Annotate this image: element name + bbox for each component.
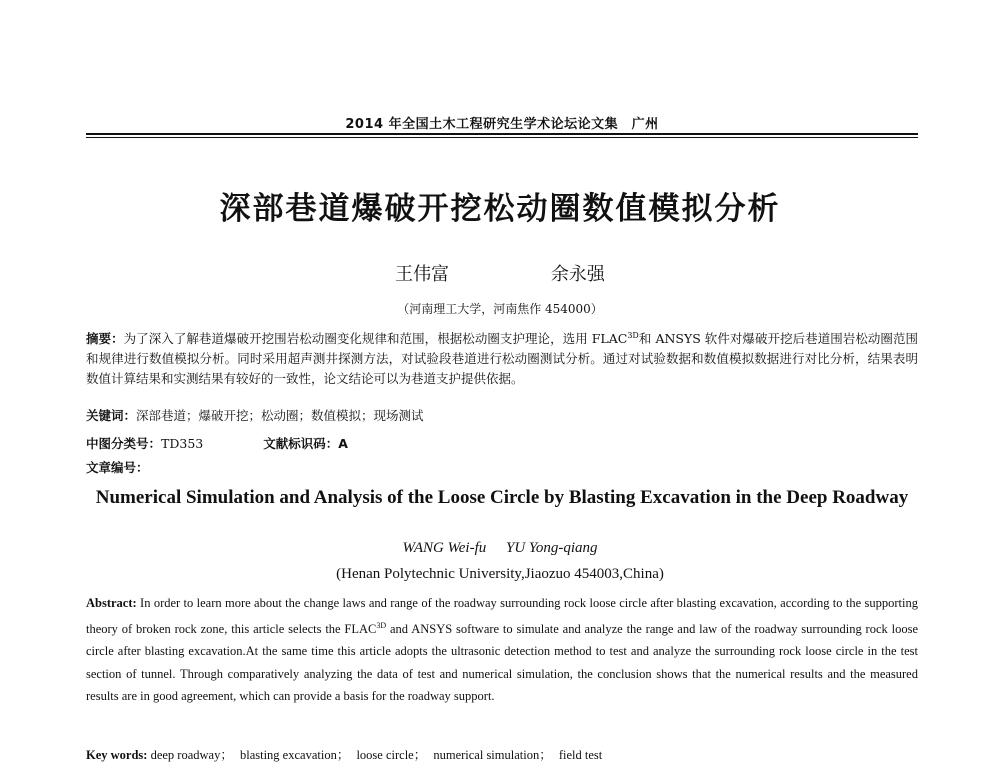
english-keyword: blasting excavation； [239,748,350,762]
english-abstract-sup: 3D [376,620,387,630]
english-keywords [86,745,918,763]
chinese-abstract-text-2: 和 ANSYS 软件对爆破开挖后巷道围岩松动圈范围和规律进行数值模拟分析。同时采用超声测井探测方法，对试验段巷道进行松动圈测试分析。通过对试验数据和数值模拟数据进行对比分析，结果表明数值计算结果和实测结果有较好的一致性，论文结论可以为巷道支护提供依据。 [86,331,918,387]
doc-code-label: 文献标识码： [263,436,339,451]
english-abstract-text-1: In order to learn more about the change laws and range of the roadway surrounding rock loose circle after blasting excavation, according to the supporting theory of broken rock zone, this article selects the FLAC [86,596,918,636]
english-affiliation: (Henan Polytechnic University,Jiaozuo 454003,China) [336,566,664,582]
english-author-2: YU Yong-qiang [506,540,598,556]
chinese-author-1: 王伟富 [395,264,450,285]
class-number-value: TD353 [161,436,204,451]
class-number-label: 中图分类号： [86,436,162,451]
running-header: 2014 年全国土木工程研究生学术论坛论文集 广州 [345,117,659,132]
chinese-abstract-label: 摘要： [86,331,124,347]
english-keyword: deep roadway； [150,748,233,762]
header-rule [86,133,918,135]
chinese-affiliation: （河南理工大学，河南焦作 454000） [397,302,603,316]
chinese-title: 深部巷道爆破开挖松动圈数值模拟分析 [219,191,781,227]
english-title: Numerical Simulation and Analysis of the Loose Circle by Blasting Excavation in the Deep Roadway [95,487,909,508]
chinese-author-2: 余永强 [550,264,605,285]
chinese-keywords-text: 深部巷道；爆破开挖；松动圈；数值模拟；现场测试 [136,408,424,423]
doc-code-value: A [338,436,348,451]
english-keyword: field test [558,748,603,762]
english-keyword: numerical simulation； [433,748,552,762]
english-abstract-text-2: and ANSYS software to simulate and analyze the range and law of the roadway surrounding rock loose circle after blasting excavation.At the same time this article adopts the ultrasonic detection method to test and analyze the surrounding rock loose circle in the test section of tunnel. Through comparatively analyzing the data of test and numerical simulation, the conclusion shows that the numerical results and the measured results are in good agreement, which can provide a basis for the roadway support. [86,621,918,704]
english-keyword: loose circle； [356,748,427,762]
chinese-authors [0,260,1000,286]
chinese-abstract [86,326,918,389]
english-abstract [86,592,918,708]
chinese-keywords-label: 关键词： [86,408,137,423]
english-abstract-label: Abstract: [86,596,137,610]
header-rule-thin [86,137,918,138]
classification-line [86,434,918,454]
chinese-keywords [86,406,918,426]
chinese-abstract-text-1: 为了深入了解巷道爆破开挖围岩松动圈变化规律和范围，根据松动圈支护理论，选用 FLAC [123,331,628,347]
english-author-1: WANG Wei-fu [402,540,487,556]
chinese-abstract-sup: 3D [627,331,639,340]
english-keywords-label: Key words: [86,748,148,762]
english-authors [0,540,1000,557]
article-number [86,458,918,478]
article-number-label: 文章编号： [86,460,149,475]
